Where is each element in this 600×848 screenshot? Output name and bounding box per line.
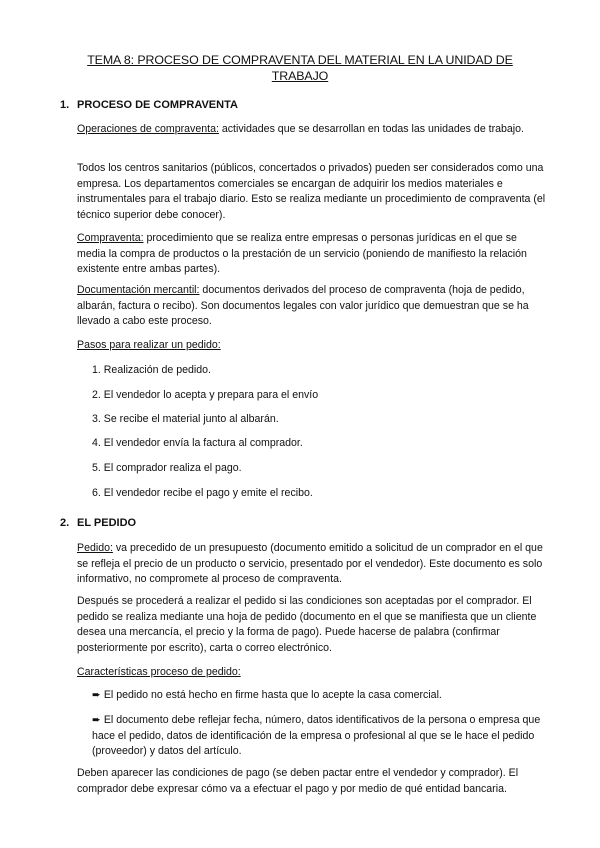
title-line-2: TRABAJO — [271, 69, 329, 83]
term-operaciones: Operaciones de compraventa: — [77, 123, 219, 135]
step-item: 6. El vendedor recibe el pago y emite el recibo. — [92, 487, 313, 499]
step-item: 1. Realización de pedido. — [92, 364, 211, 376]
bullet-text: El documento debe reflejar fecha, número, datos identificativos de la persona o empresa que hace el pedido, datos de identificación de la empresa o profesional al que se le hace el pedido (proveedor) y datos del artículo. — [92, 714, 541, 758]
section-1-title: PROCESO DE COMPRAVENTA — [77, 99, 238, 111]
step-item: 2. El vendedor lo acepta y prepara para el envío — [92, 389, 319, 401]
section-2-number: 2. — [60, 517, 70, 529]
section-1-heading — [60, 98, 238, 112]
section-2-title: EL PEDIDO — [77, 517, 137, 529]
term-documentacion: Documentación mercantil: — [77, 284, 200, 296]
step-item: 3. Se recibe el material junto al albarán. — [92, 413, 279, 425]
definition-pedido: va precedido de un presupuesto (documento emitido a solicitud de un comprador en el que se refleja el precio de un producto o servicio, presentado por el vendedor). Este documento es solo informativo, no compromete al proceso de compraventa. — [77, 542, 543, 586]
definition-documentacion: documentos derivados del proceso de compraventa (hoja de pedido, albarán, factura o recibo). Son documentos legales con valor jurídico que demuestran que se ha llevado a cabo este proceso. — [77, 284, 529, 328]
arrow-bullet-icon: ➨ — [92, 689, 101, 701]
bullet-item — [92, 713, 547, 760]
s1-paragraph-documentacion — [77, 283, 547, 330]
arrow-bullet-icon: ➨ — [92, 714, 101, 726]
term-pedido: Pedido: — [77, 542, 113, 554]
s1-paragraph-centros: Todos los centros sanitarios (públicos, concertados o privados) pueden ser considerados como una empresa. Los departamentos comerciales se encargan de adquirir los medios materiales e instrumentales para el trabajo diario. Esto se realiza mediante un procedimiento de compraventa (el técnico superior debe conocer). — [77, 162, 546, 221]
bullet-text: El pedido no está hecho en firme hasta que lo acepte la casa comercial. — [103, 689, 442, 701]
s2-paragraph-pedido — [77, 541, 547, 588]
definition-operaciones: actividades que se desarrollan en todas las unidades de trabajo. — [218, 123, 524, 135]
definition-compraventa: procedimiento que se realiza entre empresas o personas jurídicas en el que se media la compra de productos o la prestación de un servicio (poniendo de manifiesto la relación existente entre ambas partes). — [77, 232, 527, 276]
steps-label: Pasos para realizar un pedido: — [77, 339, 221, 351]
section-2-heading — [60, 516, 136, 530]
s2-paragraph-condiciones: Deben aparecer las condiciones de pago (se deben pactar entre el vendedor y comprador). El comprador debe expresar cómo va a efectuar el pago y por medio de qué entidad bancaria. — [77, 767, 519, 795]
title-line-1: TEMA 8: PROCESO DE COMPRAVENTA DEL MATERIAL EN LA UNIDAD DE — [87, 53, 513, 67]
s2-paragraph-despues: Después se procederá a realizar el pedido si las condiciones son aceptadas por el comprador. El pedido se realiza mediante una hoja de pedido (documento en el que se manifiesta que un cliente desea una mercancía, el precio y la forma de pago). Puede hacerse de palabra (confirmar posteriormente por escrito), carta o correo electrónico. — [77, 595, 537, 654]
document-title — [40, 52, 560, 84]
bullet-item — [92, 688, 547, 704]
characteristics-label: Características proceso de pedido: — [77, 666, 241, 678]
s1-paragraph-operaciones — [77, 122, 547, 138]
term-compraventa: Compraventa: — [77, 232, 144, 244]
step-item: 4. El vendedor envía la factura al comprador. — [92, 437, 303, 449]
section-1-number: 1. — [60, 99, 70, 111]
step-item: 5. El comprador realiza el pago. — [92, 462, 242, 474]
s1-paragraph-compraventa — [77, 231, 547, 278]
